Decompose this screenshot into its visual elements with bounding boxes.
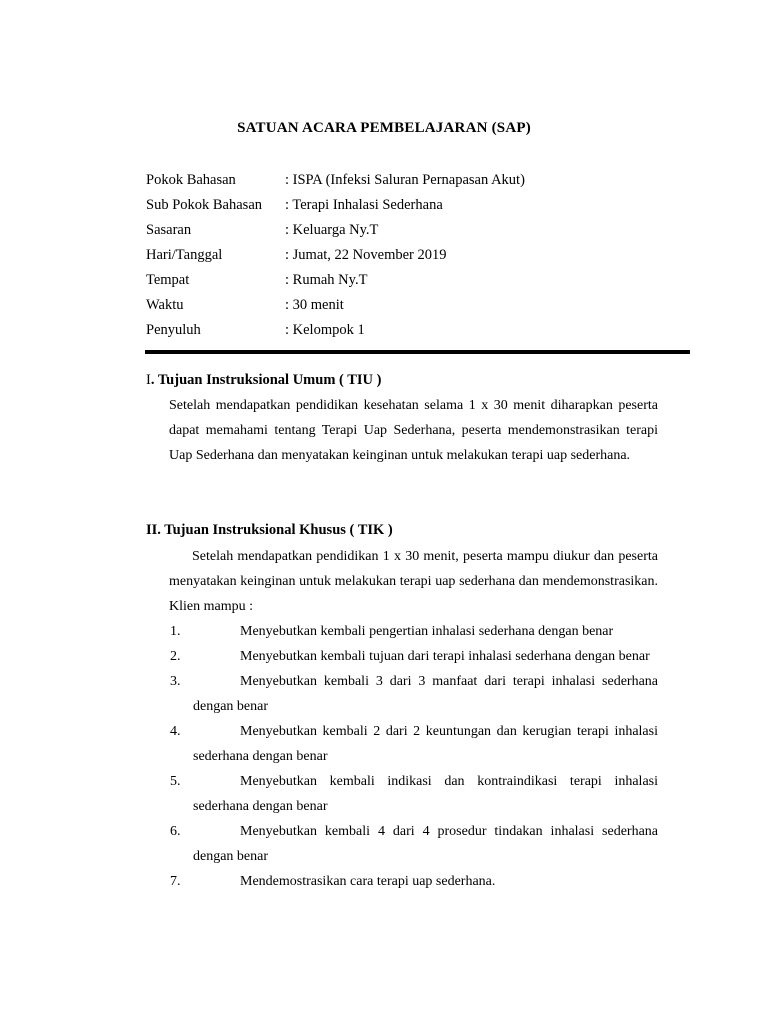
meta-row-penyuluh: [146, 320, 525, 345]
meta-row-sasaran: [146, 220, 525, 245]
section-heading-tik: II. Tujuan Instruksional Khusus ( TIK ): [146, 522, 393, 538]
meta-value: : Rumah Ny.T: [285, 272, 368, 288]
list-item-number: 3.: [170, 674, 181, 689]
meta-row-tempat: [146, 270, 525, 295]
meta-label: Pokok Bahasan: [146, 172, 236, 188]
list-item-text: Menyebutkan kembali pengertian inhalasi sederhana dengan benar: [240, 624, 614, 639]
list-item: [146, 669, 658, 719]
meta-label: Sasaran: [146, 222, 192, 238]
list-item: [146, 644, 658, 669]
list-item: [146, 769, 658, 819]
list-item-number: 1.: [170, 624, 181, 639]
meta-row-sub-pokok-bahasan: [146, 195, 525, 220]
list-item: [146, 819, 658, 869]
meta-value: : 30 menit: [285, 297, 344, 313]
meta-label: Tempat: [146, 272, 190, 288]
list-item-text: Menyebutkan kembali 2 dari 2 keuntungan dan kerugian terapi inhalasi sederhana dengan benar: [193, 724, 658, 764]
meta-value: : ISPA (Infeksi Saluran Pernapasan Akut): [285, 172, 525, 188]
list-item: [146, 869, 658, 894]
meta-value: : Jumat, 22 November 2019: [285, 247, 447, 263]
meta-label: Waktu: [146, 297, 184, 313]
document-title: SATUAN ACARA PEMBELAJARAN (SAP): [237, 120, 531, 136]
list-item-number: 4.: [170, 724, 181, 739]
meta-value: : Keluarga Ny.T: [285, 222, 379, 238]
list-item-text: Mendemostrasikan cara terapi uap sederhana.: [240, 874, 496, 889]
meta-table: [146, 170, 525, 345]
section-heading-tiu: [146, 372, 381, 389]
list-item-number: 5.: [170, 774, 181, 789]
meta-value: : Terapi Inhalasi Sederhana: [285, 197, 443, 213]
list-item-number: 7.: [170, 874, 181, 889]
paragraph-tiu: Setelah mendapatkan pendidikan kesehatan selama 1 x 30 menit diharapkan peserta dapat memahami tentang Terapi Uap Sederhana, peserta mendemonstrasikan terapi Uap Sederhana dan menyatakan keinginan untuk melakukan terapi uap sederhana.: [169, 398, 658, 463]
list-item-text: Menyebutkan kembali indikasi dan kontraindikasi terapi inhalasi sederhana dengan benar: [193, 774, 658, 814]
meta-row-hari-tanggal: [146, 245, 525, 270]
meta-row-pokok-bahasan: [146, 170, 525, 195]
list-item: [146, 619, 658, 644]
divider-rule: [145, 350, 690, 354]
list-item-number: 2.: [170, 649, 181, 664]
list-item-text: Menyebutkan kembali 4 dari 4 prosedur tindakan inhalasi sederhana dengan benar: [193, 824, 658, 864]
list-item-text: Menyebutkan kembali 3 dari 3 manfaat dari terapi inhalasi sederhana dengan benar: [193, 674, 658, 714]
meta-label: Hari/Tanggal: [146, 247, 223, 263]
list-item-number: 6.: [170, 824, 181, 839]
list-item: [146, 719, 658, 769]
section-number: I: [146, 372, 151, 388]
meta-label: Sub Pokok Bahasan: [146, 197, 262, 213]
meta-value: : Kelompok 1: [285, 322, 365, 338]
list-item-text: Menyebutkan kembali tujuan dari terapi inhalasi sederhana dengan benar: [240, 649, 650, 664]
meta-label: Penyuluh: [146, 322, 201, 338]
paragraph-tik: Setelah mendapatkan pendidikan 1 x 30 menit, peserta mampu diukur dan peserta menyatakan keinginan untuk melakukan terapi uap sederhana dan mendemonstrasikan. Klien mampu :: [169, 549, 658, 614]
meta-row-waktu: [146, 295, 525, 320]
objective-list: [146, 619, 658, 894]
section-heading-text: . Tujuan Instruksional Umum ( TIU ): [150, 372, 382, 388]
